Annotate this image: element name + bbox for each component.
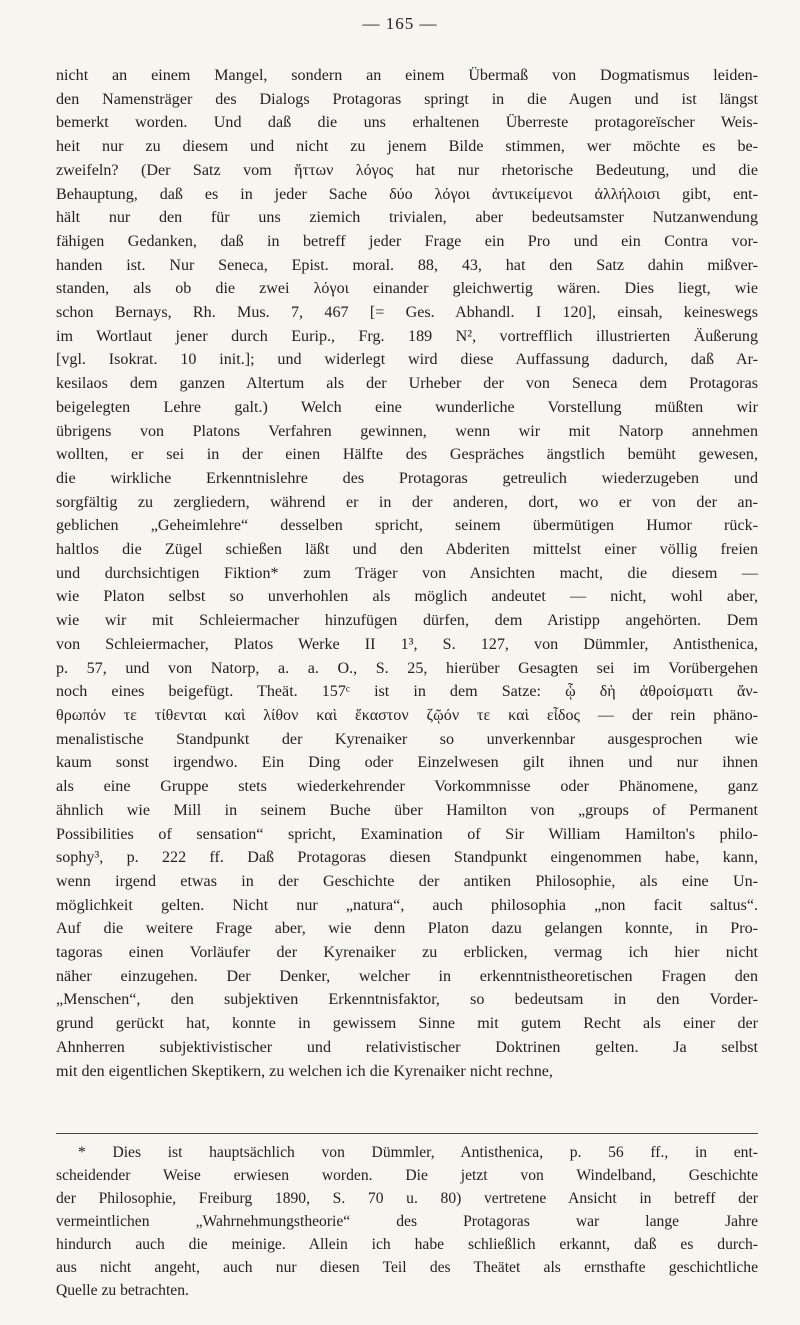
footnote-line: Quelle zu betrachten. [56,1282,189,1299]
text-line: übrigens von Platons Verfahren gewinnen, wenn wir mit Natorp annehmen [56,422,758,440]
footnote-line: hindurch auch die meinige. Allein ich habe schließlich erkannt, daß es durch- [56,1236,758,1253]
footnote-line: * Dies ist hauptsächlich von Dümmler, Antisthenica, p. 56 ff., in ent- [78,1144,758,1161]
main-text [56,64,758,1083]
text-line: möglichkeit gelten. Nicht nur „natura“, auch philosophia „non facit saltus“. [56,896,758,914]
text-line: sophy³, p. 222 ff. Daß Protagoras diesen Standpunkt eingenommen habe, kann, [56,849,758,867]
text-line: wie wir mit Schleiermacher hinzufügen dürfen, dem Aristipp angehörten. Dem [56,612,758,630]
text-line: kaum sonst irgendwo. Ein Ding oder Einzelwesen gilt ihnen und nur ihnen [56,754,758,772]
text-line: Ahnherren subjektivistischer und relativistischer Doktrinen gelten. Ja selbst [56,1038,758,1056]
text-line: „Menschen“, den subjektiven Erkenntnisfaktor, so bedeutsam in den Vorder- [56,991,758,1009]
text-line: wollten, er sei in der einen Hälfte des Gespräches ängstlich bemüht gewesen, [56,446,758,464]
text-line: von Schleiermacher, Platos Werke II 1³, S. 127, von Dümmler, Antisthenica, [56,635,758,653]
text-line: standen, als ob die zwei λόγοι einander gleichwertig wären. Dies liegt, wie [56,280,758,298]
text-line: kesilaos dem ganzen Altertum als der Urheber der von Seneca dem Protagoras [56,375,758,393]
text-line: bemerkt worden. Und daß die uns erhaltenen Überreste protagoreïscher Weis- [56,114,758,132]
text-line: im Wortlaut jener durch Eurip., Frg. 189 N², vortrefflich illustrierten Äußerung [56,327,758,345]
text-line: den Namensträger des Dialogs Protagoras springt in die Augen und ist längst [56,90,758,108]
text-line: heit nur zu diesem und nicht zu jenem Bilde stimmen, wer möchte es be- [56,138,758,156]
footnote-line: scheidender Weise erwiesen worden. Die jetzt von Windelband, Geschichte [56,1167,758,1184]
footnote-line: vermeintlichen „Wahrnehmungstheorie“ des Protagoras war lange Jahre [56,1213,758,1230]
text-line: Auf die weitere Frage aber, wie denn Platon dazu gelangen konnte, in Pro- [56,920,758,938]
text-line: haltlos die Zügel schießen läßt und den Abderiten mittelst einer völlig freien [56,541,758,559]
text-line: hält nur den für uns ziemich trivialen, aber bedeutsamster Nutzanwendung [56,209,758,227]
text-line: nicht an einem Mangel, sondern an einem Übermaß von Dogmatismus leiden- [56,67,758,84]
text-line: sorgfältig zu zergliedern, während er in der anderen, dort, wo er von der an- [56,493,758,511]
text-line: zweifeln? (Der Satz vom ἥττων λόγος hat nur rhetorische Bedeutung, und die [56,161,758,179]
text-line: [vgl. Isokrat. 10 init.]; und widerlegt wird diese Auffassung dadurch, daß Ar- [56,351,758,369]
text-line: die wirkliche Erkenntnislehre des Protagoras getreulich wiederzugeben und [56,469,758,487]
text-line: menalistische Standpunkt der Kyrenaiker so unverkennbar ausgesprochen wie [56,730,758,748]
text-line: grund gerückt hat, konnte in gewissem Sinne mit gutem Recht als einer der [56,1015,758,1033]
text-line: geblichen „Geheimlehre“ desselben spricht, seinem übermütigen Humor rück- [56,517,758,535]
text-line: wenn irgend etwas in der Geschichte der antiken Philosophie, als eine Un- [56,872,758,890]
text-line: ähnlich wie Mill in seinem Buche über Hamilton von „groups of Permanent [56,801,758,819]
footnote-line: der Philosophie, Freiburg 1890, S. 70 u. 80) vertretene Ansicht in betreff der [56,1190,758,1207]
text-line: mit den eigentlichen Skeptikern, zu welchen ich die Kyrenaiker nicht rechne, [56,1062,553,1080]
text-line: Behauptung, daß es in jeder Sache δύο λόγοι ἀντικείμενοι ἀλλήλοισι gibt, ent- [56,185,758,203]
text-line: als eine Gruppe stets wiederkehrender Vorkommnisse oder Phänomene, ganz [56,778,758,796]
page-number: — 165 — [362,14,438,33]
text-line: näher einzugehen. Der Denker, welcher in erkenntnistheoretischen Fragen den [56,967,758,985]
text-line: p. 57, und von Natorp, a. a. O., S. 25, hierüber Gesagten sei im Vorübergehen [56,659,758,677]
text-line: handen ist. Nur Seneca, Epist. moral. 88, 43, hat den Satz dahin mißver- [56,256,758,274]
footnote [56,1141,758,1302]
text-line: θρωπόν τε τίθενται καὶ λίθον καὶ ἕκαστον ζῷόν τε καὶ εἶδος — der rein phäno- [56,706,758,724]
text-line: und durchsichtigen Fiktion* zum Träger von Ansichten macht, die diesem — [56,564,758,582]
text-line: tagoras einen Vorläufer der Kyrenaiker zu erblicken, vermag ich hier nicht [56,944,758,962]
footnote-divider [56,1133,758,1134]
text-line: wie Platon selbst so unverhohlen als möglich andeutet — nicht, wohl aber, [56,588,758,606]
text-line: Possibilities of sensation“ spricht, Examination of Sir William Hamilton's philo- [56,825,758,843]
text-line: noch eines beigefügt. Theät. 157ᶜ ist in dem Satze: ᾧ δὴ ἀθροίσματι ἄν- [56,683,758,701]
text-line: beigelegten Lehre galt.) Welch eine wunderliche Vorstellung müßten wir [56,398,758,416]
footnote-line: aus nicht angeht, auch nur diesen Teil des Theätet als ernsthafte geschichtliche [56,1259,758,1276]
text-line: fähigen Gedanken, daß in betreff jeder Frage ein Pro und ein Contra vor- [56,232,758,250]
text-line: schon Bernays, Rh. Mus. 7, 467 [= Ges. Abhandl. I 120], einsah, keineswegs [56,304,758,322]
